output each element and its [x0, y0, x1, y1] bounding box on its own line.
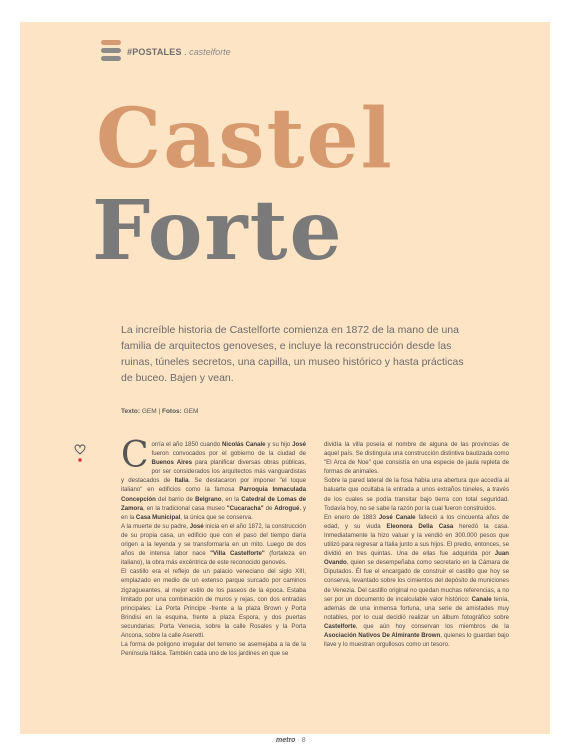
text-run: . Se destacaron por imponer "el toque italiano" en edificios como la famosa — [121, 477, 306, 494]
bold-text-run: Italia — [174, 477, 189, 485]
bold-text-run: Asociación Nativos De Almirante Brown — [324, 631, 441, 639]
bold-text-run: José — [189, 522, 204, 530]
article-paragraph — [121, 567, 306, 640]
bold-text-run: Parroquia Inmaculada Concepción — [121, 486, 306, 503]
bold-text-run: Castelforte — [324, 622, 356, 630]
section-tag-label: #POSTALES — [127, 47, 182, 57]
bold-text-run: Canale — [471, 595, 492, 603]
text-run: La forma de polígono irregular del terreno se asemejaba a la de la Península Itálica. También cada uno de los jardines en que se — [121, 641, 306, 658]
photo-credit-value: GEM — [183, 408, 199, 415]
text-run: A la muerte de su padre, — [121, 522, 190, 530]
bold-text-run: José — [292, 441, 306, 448]
text-run: del barrio de — [155, 495, 196, 503]
text-run: inicia en el año 1872, la construcción de su propia casa, un edificio que con el paso del tiempo daría origen a la leyenda y se transformaría en un mito. Luego de dos años de intensa labor nace — [121, 522, 306, 558]
title-line-2: Forte — [92, 183, 344, 279]
bold-text-run: Belgrano — [195, 495, 222, 503]
bold-text-run: Nicolás Canale — [222, 441, 266, 448]
bold-text-run: Catedral de Lomas de Zamora — [121, 495, 307, 512]
text-run: y su hijo — [265, 441, 293, 448]
text-run: falleció a los cincuenta años de edad, y su viuda — [324, 513, 509, 530]
lead-paragraph: La increíble historia de Castelforte comienza en 1872 de la mano de una familia de arquitectos genoveses, e incluye la reconstrucción desde las ruinas, túneles secretos, una capilla, un museo histórico y hasta prácticas de buceo. Bajen y vean. — [121, 324, 464, 384]
text-run: Sobre la pared lateral de la fosa había una abertura que accedía al baluarte que ocultaba la entrada a unos extraños túneles, a través de los cuales se podía transitar bajo tierra con total seguridad. Todavía hoy, no se sabe la razón por la cual fueron construidos. — [324, 477, 509, 512]
article-paragraph — [324, 513, 509, 649]
stack-icon — [101, 40, 121, 62]
text-run: dividía la villa poseía el nombre de alguna de las provincias de aquel país. Se distinguía una construcción distintiva bautizada como "El Arca de Noe" que consistía en una especie de jaula repleta de formas de animales. — [324, 441, 509, 476]
text-run: , que aún hoy conservan los miembros de la — [355, 622, 509, 630]
credit-divider: | — [158, 408, 162, 415]
text-run: heredó la casa. Inmediatamente la hizo valuar y la vendió en 300.000 pesos que utilizó para regresar a Italia junto a sus hijos. El predio, entonces, se dividió en tres quintas. Una de ellas fue adquirida por — [324, 522, 509, 558]
article-paragraph — [121, 522, 306, 567]
bold-text-run: Eleonora Della Casa — [386, 522, 454, 530]
page-number: 8 — [301, 737, 306, 744]
credits — [121, 408, 198, 415]
text-run: , la única que se conserva. — [180, 513, 253, 521]
photo-credit-label: Fotos: — [161, 408, 182, 415]
section-tag-sub: castelforte — [189, 47, 231, 57]
text-run: orría el año 1850 cuando — [151, 441, 222, 448]
bold-text-run: Juan Ovando — [324, 550, 509, 567]
article-paragraph — [324, 476, 509, 512]
article-paragraph — [121, 435, 307, 522]
bold-text-run: "Villa Castelforte" — [210, 550, 265, 558]
bold-text-run: Adrogué — [274, 504, 300, 512]
text-run: En enero de 1883 — [324, 513, 379, 521]
drop-cap: C — [121, 435, 149, 476]
bold-text-run: Casa Municipal — [135, 513, 181, 521]
bold-text-run: Buenos Aires — [151, 459, 192, 467]
text-run: para planificar diversas obras públicas, por ser considerados los arquitectos más vanguardistas y destacados de — [121, 459, 306, 485]
text-run: , quienes lo guardan bajo llave y lo muestran orgullosos como un tesoro. — [324, 631, 509, 649]
text-run: tenía, además de una inmensa fortuna, una serie de amistades muy notables, por lo cual decidió realizar un álbum fotográfico sobre — [324, 595, 509, 621]
footer-brand: metro — [276, 737, 296, 744]
text-run: , quien se desempeñaba como secretario en la Cámara de Diputados. Él fue el encargado de construir el castillo que hoy se conserva, levantado sobre los cimientos del depósito de municiones de Venezia. Del castillo original no quedan muchas referencias, a no ser por un documento de incalculable valor histórico: — [324, 559, 509, 603]
text-run: , en la — [221, 495, 242, 503]
text-run: , en la tradicional casa museo — [143, 504, 227, 512]
text-run: (fortaleza en italiano), la obra más excéntrica de este reconocido genovés. — [121, 550, 306, 567]
text-run: , y en la — [121, 504, 307, 521]
article-column-left — [121, 435, 307, 658]
article-column-right — [324, 440, 509, 649]
text-credit-value: GEM — [141, 408, 157, 415]
article-paragraph — [324, 440, 509, 476]
text-run: fueron convocados por el gobierno de la ciudad de — [151, 450, 306, 458]
text-run: El castillo era el reflejo de un palacio veneciano del siglo XIII, emplazado en medio de un extenso parque surcado por caminos zigzagueantes, al mejor estilo de los paseos de la época. Estaba limitado por una combinación de muros y rejas, con dos entradas principales: La Porta Principe -frente a la plaza Brown y Porta Brindisi en la esquina, frente a plaza Espora, y dos puertas secundarias: Porta Venecia, sobre la calle Rosales y la Porta Ancona, sobre la calle Aseretti. — [121, 568, 306, 639]
text-credit-label: Texto: — [121, 408, 141, 415]
section-tag-separator: . — [181, 47, 190, 57]
page-footer — [276, 737, 306, 744]
heart-icon — [73, 443, 87, 465]
bold-text-run: José Canale — [378, 513, 416, 521]
footer-separator: · — [295, 737, 302, 744]
title-line-1: Castel — [96, 91, 394, 187]
section-tag — [127, 47, 231, 57]
article-paragraph — [121, 640, 306, 658]
bold-text-run: "Cucaracha" — [226, 504, 264, 512]
text-run: de — [263, 504, 275, 512]
